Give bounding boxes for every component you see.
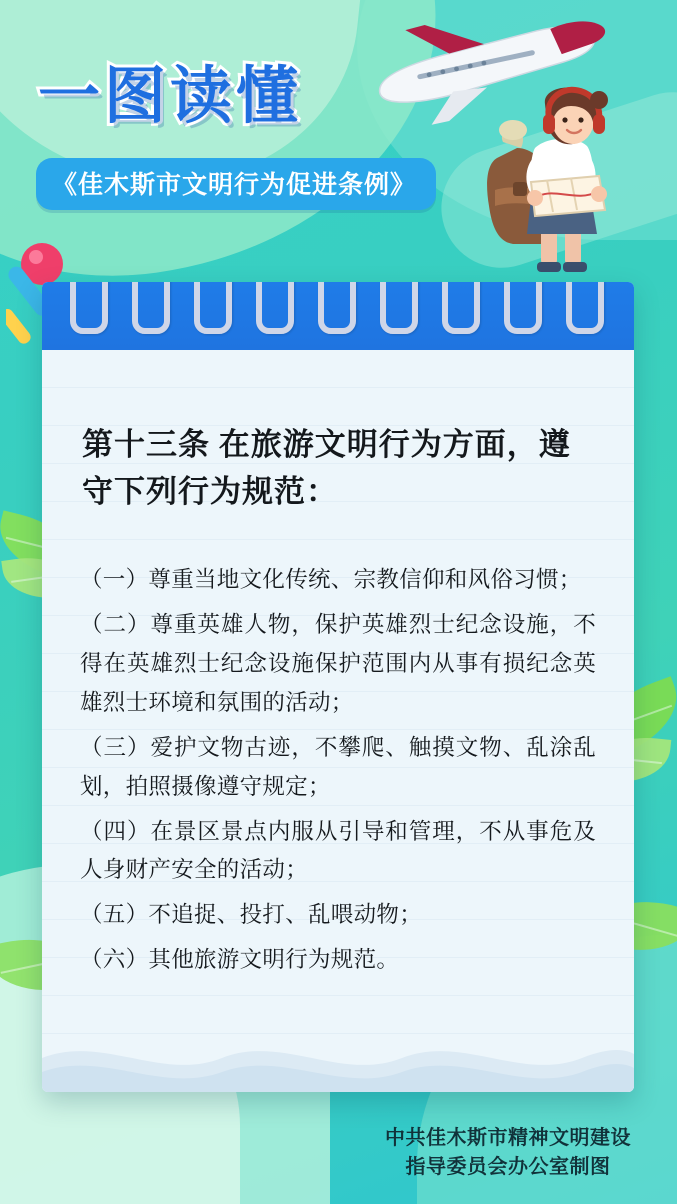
subtitle-badge <box>36 158 436 210</box>
footer-credit <box>385 1124 631 1182</box>
poster-header <box>0 0 677 250</box>
subtitle-text: 《佳木斯市文明行为促进条例》 <box>52 171 417 199</box>
clause-item: （一）尊重当地文化传统、宗教信仰和风俗习惯； <box>80 567 582 592</box>
notebook-content <box>42 350 634 1092</box>
clause-item: （六）其他旅游文明行为规范。 <box>80 947 400 973</box>
clause-item: （五）不追捉、投打、乱喂动物； <box>80 902 423 928</box>
clause-item: （二）尊重英雄人物，保护英雄烈士纪念设施，不得在英雄烈士纪念设施保护范围内从事有损纪念英雄烈士环境和氛围的活动； <box>80 611 596 715</box>
clause-item: （三）爱护文物古迹，不攀爬、触摸文物、乱涂乱划，拍照摄像遵守规定； <box>80 734 596 799</box>
page-title: 一图读懂 <box>38 62 303 131</box>
notebook-rings <box>42 282 634 336</box>
clause-title: 第十三条 在旅游文明行为方面，遵守下列行为规范： <box>82 427 571 509</box>
notebook-wave-decoration <box>42 1020 634 1092</box>
traveller-illustration <box>473 86 643 276</box>
notebook-card <box>42 282 634 1092</box>
clause-item: （四）在景区景点内服从引导和管理，不从事危及人身财产安全的活动； <box>80 818 596 883</box>
footer-line-2: 指导委员会办公室制图 <box>405 1156 611 1178</box>
footer-line-1: 中共佳木斯市精神文明建设 <box>385 1127 631 1149</box>
